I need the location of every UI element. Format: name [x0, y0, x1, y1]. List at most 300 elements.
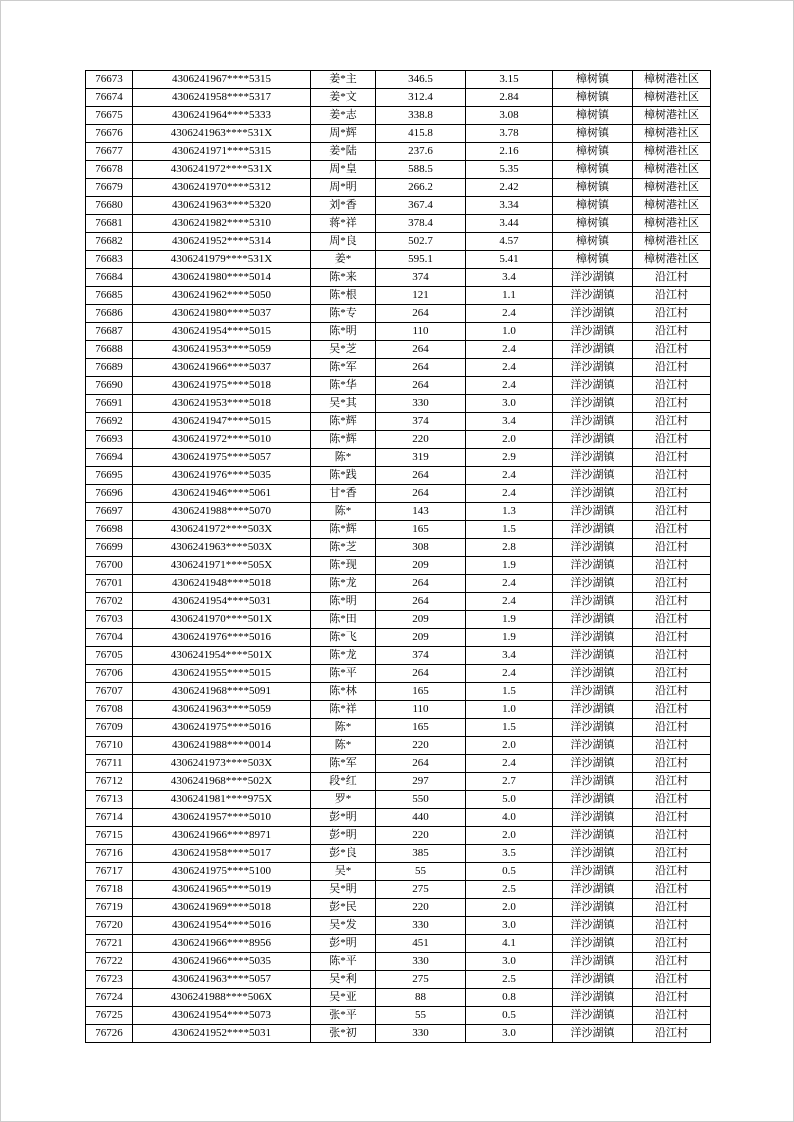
id-number-cell: 4306241966****8971 [133, 827, 311, 845]
rate-cell: 2.0 [466, 431, 553, 449]
town-cell: 洋沙湖镇 [553, 917, 633, 935]
table-row [86, 863, 711, 881]
id-number-cell: 4306241975****5100 [133, 863, 311, 881]
amount-cell: 338.8 [376, 107, 466, 125]
seq-cell: 76676 [86, 125, 133, 143]
id-number-cell: 4306241954****5073 [133, 1007, 311, 1025]
name-cell: 吴*发 [311, 917, 376, 935]
town-cell: 樟树镇 [553, 107, 633, 125]
table-row [86, 1007, 711, 1025]
table-row [86, 125, 711, 143]
village-cell: 樟树港社区 [633, 233, 711, 251]
id-number-cell: 4306241958****5017 [133, 845, 311, 863]
table-row [86, 503, 711, 521]
rate-cell: 2.0 [466, 899, 553, 917]
name-cell: 段*红 [311, 773, 376, 791]
town-cell: 洋沙湖镇 [553, 431, 633, 449]
name-cell: 陈*明 [311, 593, 376, 611]
village-cell: 沿江村 [633, 431, 711, 449]
id-number-cell: 4306241980****5037 [133, 305, 311, 323]
amount-cell: 319 [376, 449, 466, 467]
rate-cell: 3.4 [466, 647, 553, 665]
town-cell: 洋沙湖镇 [553, 593, 633, 611]
id-number-cell: 4306241979****531X [133, 251, 311, 269]
amount-cell: 264 [376, 755, 466, 773]
village-cell: 沿江村 [633, 557, 711, 575]
town-cell: 樟树镇 [553, 89, 633, 107]
town-cell: 洋沙湖镇 [553, 539, 633, 557]
rate-cell: 3.44 [466, 215, 553, 233]
amount-cell: 264 [376, 575, 466, 593]
id-number-cell: 4306241981****975X [133, 791, 311, 809]
seq-cell: 76711 [86, 755, 133, 773]
id-number-cell: 4306241988****5070 [133, 503, 311, 521]
name-cell: 陈*专 [311, 305, 376, 323]
seq-cell: 76725 [86, 1007, 133, 1025]
rate-cell: 1.0 [466, 701, 553, 719]
village-cell: 沿江村 [633, 269, 711, 287]
amount-cell: 312.4 [376, 89, 466, 107]
town-cell: 洋沙湖镇 [553, 863, 633, 881]
id-number-cell: 4306241963****5059 [133, 701, 311, 719]
name-cell: 陈*林 [311, 683, 376, 701]
rate-cell: 3.4 [466, 269, 553, 287]
amount-cell: 550 [376, 791, 466, 809]
name-cell: 姜*陆 [311, 143, 376, 161]
id-number-cell: 4306241969****5018 [133, 899, 311, 917]
amount-cell: 378.4 [376, 215, 466, 233]
id-number-cell: 4306241948****5018 [133, 575, 311, 593]
id-number-cell: 4306241963****5057 [133, 971, 311, 989]
town-cell: 洋沙湖镇 [553, 935, 633, 953]
amount-cell: 374 [376, 647, 466, 665]
seq-cell: 76686 [86, 305, 133, 323]
rate-cell: 3.5 [466, 845, 553, 863]
town-cell: 洋沙湖镇 [553, 323, 633, 341]
id-number-cell: 4306241975****5016 [133, 719, 311, 737]
amount-cell: 220 [376, 431, 466, 449]
rate-cell: 4.57 [466, 233, 553, 251]
name-cell: 周*辉 [311, 125, 376, 143]
village-cell: 沿江村 [633, 305, 711, 323]
table-row [86, 413, 711, 431]
village-cell: 樟树港社区 [633, 143, 711, 161]
village-cell: 沿江村 [633, 827, 711, 845]
amount-cell: 264 [376, 467, 466, 485]
rate-cell: 1.0 [466, 323, 553, 341]
amount-cell: 209 [376, 629, 466, 647]
village-cell: 沿江村 [633, 485, 711, 503]
name-cell: 陈*平 [311, 953, 376, 971]
amount-cell: 110 [376, 701, 466, 719]
name-cell: 周*良 [311, 233, 376, 251]
town-cell: 洋沙湖镇 [553, 953, 633, 971]
town-cell: 洋沙湖镇 [553, 485, 633, 503]
seq-cell: 76691 [86, 395, 133, 413]
table-row [86, 737, 711, 755]
name-cell: 彭*明 [311, 809, 376, 827]
name-cell: 陈*辉 [311, 521, 376, 539]
rate-cell: 2.4 [466, 359, 553, 377]
amount-cell: 297 [376, 773, 466, 791]
id-number-cell: 4306241970****501X [133, 611, 311, 629]
id-number-cell: 4306241963****503X [133, 539, 311, 557]
village-cell: 沿江村 [633, 863, 711, 881]
name-cell: 陈* [311, 503, 376, 521]
id-number-cell: 4306241965****5019 [133, 881, 311, 899]
seq-cell: 76712 [86, 773, 133, 791]
seq-cell: 76719 [86, 899, 133, 917]
town-cell: 洋沙湖镇 [553, 341, 633, 359]
name-cell: 陈*军 [311, 359, 376, 377]
id-number-cell: 4306241975****5057 [133, 449, 311, 467]
village-cell: 樟树港社区 [633, 197, 711, 215]
name-cell: 吴* [311, 863, 376, 881]
seq-cell: 76700 [86, 557, 133, 575]
id-number-cell: 4306241953****5059 [133, 341, 311, 359]
village-cell: 沿江村 [633, 539, 711, 557]
id-number-cell: 4306241972****531X [133, 161, 311, 179]
rate-cell: 2.4 [466, 377, 553, 395]
id-number-cell: 4306241954****5015 [133, 323, 311, 341]
amount-cell: 374 [376, 269, 466, 287]
rate-cell: 0.5 [466, 1007, 553, 1025]
amount-cell: 330 [376, 917, 466, 935]
name-cell: 彭*明 [311, 827, 376, 845]
table-row [86, 899, 711, 917]
seq-cell: 76697 [86, 503, 133, 521]
id-number-cell: 4306241964****5333 [133, 107, 311, 125]
name-cell: 陈*根 [311, 287, 376, 305]
seq-cell: 76710 [86, 737, 133, 755]
rate-cell: 1.3 [466, 503, 553, 521]
id-number-cell: 4306241952****5314 [133, 233, 311, 251]
village-cell: 沿江村 [633, 791, 711, 809]
name-cell: 陈*现 [311, 557, 376, 575]
id-number-cell: 4306241957****5010 [133, 809, 311, 827]
id-number-cell: 4306241976****5016 [133, 629, 311, 647]
rate-cell: 3.15 [466, 71, 553, 89]
seq-cell: 76694 [86, 449, 133, 467]
town-cell: 洋沙湖镇 [553, 503, 633, 521]
id-number-cell: 4306241966****5035 [133, 953, 311, 971]
village-cell: 沿江村 [633, 521, 711, 539]
rate-cell: 2.4 [466, 575, 553, 593]
town-cell: 洋沙湖镇 [553, 827, 633, 845]
village-cell: 沿江村 [633, 899, 711, 917]
rate-cell: 1.9 [466, 629, 553, 647]
amount-cell: 165 [376, 521, 466, 539]
seq-cell: 76701 [86, 575, 133, 593]
id-number-cell: 4306241954****5031 [133, 593, 311, 611]
town-cell: 樟树镇 [553, 179, 633, 197]
town-cell: 洋沙湖镇 [553, 629, 633, 647]
amount-cell: 415.8 [376, 125, 466, 143]
id-number-cell: 4306241975****5018 [133, 377, 311, 395]
table-row [86, 179, 711, 197]
id-number-cell: 4306241967****5315 [133, 71, 311, 89]
rate-cell: 1.5 [466, 521, 553, 539]
seq-cell: 76721 [86, 935, 133, 953]
table-row [86, 197, 711, 215]
name-cell: 张*初 [311, 1025, 376, 1043]
village-cell: 沿江村 [633, 917, 711, 935]
town-cell: 樟树镇 [553, 161, 633, 179]
name-cell: 周*明 [311, 179, 376, 197]
rate-cell: 3.0 [466, 917, 553, 935]
village-cell: 樟树港社区 [633, 161, 711, 179]
name-cell: 陈*龙 [311, 647, 376, 665]
amount-cell: 330 [376, 395, 466, 413]
amount-cell: 275 [376, 881, 466, 899]
rate-cell: 1.9 [466, 611, 553, 629]
id-number-cell: 4306241952****5031 [133, 1025, 311, 1043]
id-number-cell: 4306241955****5015 [133, 665, 311, 683]
table-row [86, 233, 711, 251]
village-cell: 樟树港社区 [633, 215, 711, 233]
table-row [86, 71, 711, 89]
table-row [86, 701, 711, 719]
rate-cell: 2.84 [466, 89, 553, 107]
id-number-cell: 4306241982****5310 [133, 215, 311, 233]
seq-cell: 76715 [86, 827, 133, 845]
name-cell: 吴*明 [311, 881, 376, 899]
town-cell: 樟树镇 [553, 125, 633, 143]
village-cell: 沿江村 [633, 449, 711, 467]
village-cell: 樟树港社区 [633, 89, 711, 107]
seq-cell: 76684 [86, 269, 133, 287]
table-row [86, 971, 711, 989]
name-cell: 陈*明 [311, 323, 376, 341]
table-row [86, 953, 711, 971]
village-cell: 沿江村 [633, 881, 711, 899]
town-cell: 洋沙湖镇 [553, 989, 633, 1007]
table-row [86, 935, 711, 953]
id-number-cell: 4306241971****505X [133, 557, 311, 575]
amount-cell: 502.7 [376, 233, 466, 251]
amount-cell: 266.2 [376, 179, 466, 197]
name-cell: 彭*民 [311, 899, 376, 917]
amount-cell: 264 [376, 359, 466, 377]
id-number-cell: 4306241976****5035 [133, 467, 311, 485]
town-cell: 洋沙湖镇 [553, 737, 633, 755]
id-number-cell: 4306241953****5018 [133, 395, 311, 413]
table-row [86, 881, 711, 899]
name-cell: 罗* [311, 791, 376, 809]
id-number-cell: 4306241971****5315 [133, 143, 311, 161]
table-row [86, 251, 711, 269]
table-row [86, 629, 711, 647]
table-row [86, 287, 711, 305]
rate-cell: 3.78 [466, 125, 553, 143]
name-cell: 彭*良 [311, 845, 376, 863]
name-cell: 陈* [311, 719, 376, 737]
village-cell: 沿江村 [633, 395, 711, 413]
rate-cell: 2.5 [466, 971, 553, 989]
village-cell: 沿江村 [633, 971, 711, 989]
seq-cell: 76718 [86, 881, 133, 899]
id-number-cell: 4306241954****501X [133, 647, 311, 665]
rate-cell: 2.0 [466, 737, 553, 755]
village-cell: 樟树港社区 [633, 125, 711, 143]
village-cell: 沿江村 [633, 593, 711, 611]
table-row [86, 1025, 711, 1043]
name-cell: 蒋*祥 [311, 215, 376, 233]
table-row [86, 269, 711, 287]
table-row [86, 215, 711, 233]
rate-cell: 5.41 [466, 251, 553, 269]
id-number-cell: 4306241968****502X [133, 773, 311, 791]
seq-cell: 76688 [86, 341, 133, 359]
town-cell: 洋沙湖镇 [553, 773, 633, 791]
name-cell: 吴*其 [311, 395, 376, 413]
village-cell: 沿江村 [633, 575, 711, 593]
amount-cell: 165 [376, 719, 466, 737]
village-cell: 沿江村 [633, 737, 711, 755]
amount-cell: 209 [376, 611, 466, 629]
table-row [86, 755, 711, 773]
name-cell: 吴*芝 [311, 341, 376, 359]
seq-cell: 76708 [86, 701, 133, 719]
town-cell: 洋沙湖镇 [553, 845, 633, 863]
name-cell: 姜* [311, 251, 376, 269]
seq-cell: 76682 [86, 233, 133, 251]
town-cell: 洋沙湖镇 [553, 467, 633, 485]
rate-cell: 2.9 [466, 449, 553, 467]
seq-cell: 76683 [86, 251, 133, 269]
table-row [86, 575, 711, 593]
seq-cell: 76689 [86, 359, 133, 377]
seq-cell: 76716 [86, 845, 133, 863]
seq-cell: 76678 [86, 161, 133, 179]
seq-cell: 76674 [86, 89, 133, 107]
amount-cell: 595.1 [376, 251, 466, 269]
town-cell: 洋沙湖镇 [553, 665, 633, 683]
seq-cell: 76687 [86, 323, 133, 341]
table-row [86, 305, 711, 323]
table-row [86, 341, 711, 359]
table-row [86, 773, 711, 791]
rate-cell: 2.4 [466, 467, 553, 485]
id-number-cell: 4306241947****5015 [133, 413, 311, 431]
table-row [86, 359, 711, 377]
town-cell: 樟树镇 [553, 71, 633, 89]
town-cell: 洋沙湖镇 [553, 647, 633, 665]
village-cell: 沿江村 [633, 665, 711, 683]
village-cell: 沿江村 [633, 773, 711, 791]
amount-cell: 237.6 [376, 143, 466, 161]
seq-cell: 76703 [86, 611, 133, 629]
id-number-cell: 4306241972****5010 [133, 431, 311, 449]
name-cell: 陈*军 [311, 755, 376, 773]
table-row [86, 683, 711, 701]
town-cell: 洋沙湖镇 [553, 359, 633, 377]
amount-cell: 209 [376, 557, 466, 575]
amount-cell: 220 [376, 827, 466, 845]
town-cell: 洋沙湖镇 [553, 611, 633, 629]
town-cell: 洋沙湖镇 [553, 377, 633, 395]
seq-cell: 76693 [86, 431, 133, 449]
town-cell: 樟树镇 [553, 251, 633, 269]
name-cell: 陈* [311, 737, 376, 755]
seq-cell: 76699 [86, 539, 133, 557]
amount-cell: 264 [376, 485, 466, 503]
town-cell: 洋沙湖镇 [553, 1007, 633, 1025]
amount-cell: 385 [376, 845, 466, 863]
seq-cell: 76722 [86, 953, 133, 971]
amount-cell: 330 [376, 1025, 466, 1043]
village-cell: 沿江村 [633, 413, 711, 431]
village-cell: 沿江村 [633, 809, 711, 827]
rate-cell: 2.4 [466, 665, 553, 683]
seq-cell: 76720 [86, 917, 133, 935]
rate-cell: 3.34 [466, 197, 553, 215]
rate-cell: 3.0 [466, 395, 553, 413]
town-cell: 洋沙湖镇 [553, 719, 633, 737]
table-row [86, 449, 711, 467]
amount-cell: 451 [376, 935, 466, 953]
village-cell: 沿江村 [633, 467, 711, 485]
seq-cell: 76692 [86, 413, 133, 431]
table-row [86, 521, 711, 539]
table-row [86, 557, 711, 575]
id-number-cell: 4306241946****5061 [133, 485, 311, 503]
rate-cell: 1.5 [466, 719, 553, 737]
seq-cell: 76724 [86, 989, 133, 1007]
village-cell: 沿江村 [633, 701, 711, 719]
seq-cell: 76690 [86, 377, 133, 395]
name-cell: 陈*田 [311, 611, 376, 629]
town-cell: 洋沙湖镇 [553, 755, 633, 773]
rate-cell: 2.8 [466, 539, 553, 557]
town-cell: 洋沙湖镇 [553, 449, 633, 467]
rate-cell: 5.0 [466, 791, 553, 809]
name-cell: 陈*辉 [311, 413, 376, 431]
table-row [86, 377, 711, 395]
seq-cell: 76726 [86, 1025, 133, 1043]
village-cell: 沿江村 [633, 341, 711, 359]
seq-cell: 76696 [86, 485, 133, 503]
name-cell: 陈*芝 [311, 539, 376, 557]
table-row [86, 827, 711, 845]
table-row [86, 143, 711, 161]
amount-cell: 165 [376, 683, 466, 701]
id-number-cell: 4306241963****5320 [133, 197, 311, 215]
seq-cell: 76685 [86, 287, 133, 305]
village-cell: 沿江村 [633, 377, 711, 395]
table-row [86, 809, 711, 827]
seq-cell: 76709 [86, 719, 133, 737]
village-cell: 沿江村 [633, 683, 711, 701]
table-row [86, 485, 711, 503]
id-number-cell: 4306241966****8956 [133, 935, 311, 953]
seq-cell: 76698 [86, 521, 133, 539]
name-cell: 张*平 [311, 1007, 376, 1025]
amount-cell: 275 [376, 971, 466, 989]
town-cell: 洋沙湖镇 [553, 287, 633, 305]
town-cell: 洋沙湖镇 [553, 683, 633, 701]
name-cell: 彭*明 [311, 935, 376, 953]
id-number-cell: 4306241958****5317 [133, 89, 311, 107]
village-cell: 沿江村 [633, 953, 711, 971]
village-cell: 沿江村 [633, 1025, 711, 1043]
table-row [86, 665, 711, 683]
name-cell: 姜*志 [311, 107, 376, 125]
name-cell: 姜*主 [311, 71, 376, 89]
village-cell: 樟树港社区 [633, 71, 711, 89]
id-number-cell: 4306241954****5016 [133, 917, 311, 935]
id-number-cell: 4306241963****531X [133, 125, 311, 143]
